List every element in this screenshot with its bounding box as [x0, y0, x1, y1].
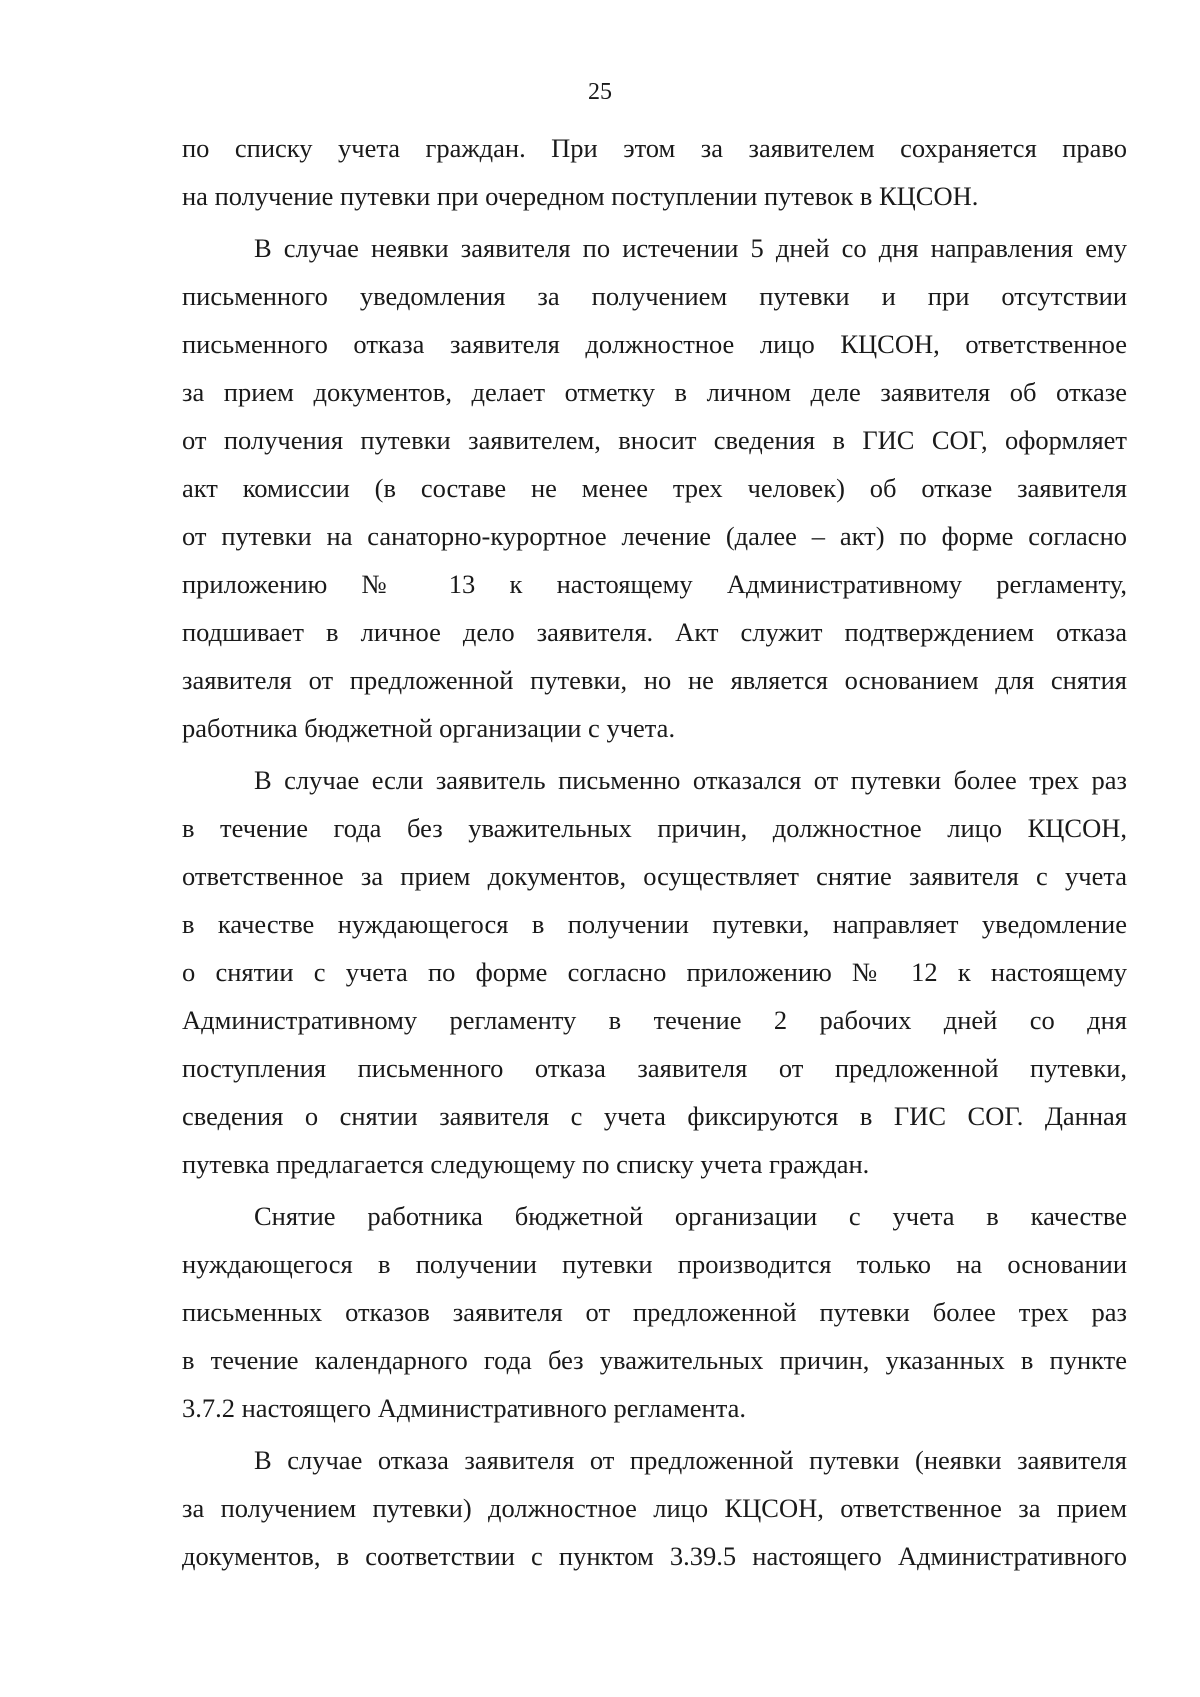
text-line: ответственное за прием документов, осуществляет снятие заявителя с учета [182, 861, 1127, 891]
page-number: 25 [588, 79, 612, 105]
text-line: в течение года без уважительных причин, должностное лицо КЦСОН, [182, 813, 1127, 843]
text-line: от путевки на санаторно-курортное лечение (далее – акт) по форме согласно [182, 521, 1127, 551]
text-line: на получение путевки при очередном поступлении путевок в КЦСОН. [182, 181, 979, 211]
text-line: письменных отказов заявителя от предложенной путевки более трех раз [182, 1297, 1127, 1327]
text-line: 3.7.2 настоящего Административного регламента. [182, 1393, 746, 1423]
text-line: путевка предлагается следующему по списку учета граждан. [182, 1149, 870, 1179]
text-line: приложению № 13 к настоящему Административному регламенту, [182, 569, 1127, 599]
paragraph-4 [182, 1192, 1127, 1432]
text-line: В случае неявки заявителя по истечении 5 дней со дня направления ему [254, 233, 1127, 263]
text-line: сведения о снятии заявителя с учета фиксируются в ГИС СОГ. Данная [182, 1101, 1127, 1131]
text-line: письменного отказа заявителя должностное лицо КЦСОН, ответственное [182, 329, 1127, 359]
text-line: нуждающегося в получении путевки производится только на основании [182, 1249, 1127, 1279]
paragraph-5 [182, 1436, 1127, 1580]
text-line: документов, в соответствии с пунктом 3.39.5 настоящего Административного [182, 1541, 1127, 1571]
text-line: о снятии с учета по форме согласно приложению № 12 к настоящему [182, 957, 1127, 987]
text-line: поступления письменного отказа заявителя от предложенной путевки, [182, 1053, 1127, 1083]
text-line: заявителя от предложенной путевки, но не является основанием для снятия [182, 665, 1127, 695]
text-line: за получением путевки) должностное лицо КЦСОН, ответственное за прием [182, 1493, 1127, 1523]
text-line: за прием документов, делает отметку в личном деле заявителя об отказе [182, 377, 1127, 407]
text-line: работника бюджетной организации с учета. [182, 713, 676, 743]
text-line: Административному регламенту в течение 2 рабочих дней со дня [182, 1005, 1127, 1035]
text-line: Снятие работника бюджетной организации с учета в качестве [254, 1201, 1127, 1231]
text-line: в качестве нуждающегося в получении путевки, направляет уведомление [182, 909, 1127, 939]
text-line: в течение календарного года без уважительных причин, указанных в пункте [182, 1345, 1127, 1375]
text-line: акт комиссии (в составе не менее трех человек) об отказе заявителя [182, 473, 1127, 503]
paragraph-1 [182, 124, 1127, 220]
paragraph-3 [182, 756, 1127, 1188]
paragraph-2 [182, 224, 1127, 752]
text-line: подшивает в личное дело заявителя. Акт служит подтверждением отказа [182, 617, 1127, 647]
text-line: письменного уведомления за получением путевки и при отсутствии [182, 281, 1127, 311]
text-line: от получения путевки заявителем, вносит сведения в ГИС СОГ, оформляет [182, 425, 1127, 455]
document-body [182, 124, 1127, 1584]
text-line: по списку учета граждан. При этом за заявителем сохраняется право [182, 133, 1127, 163]
text-line: В случае если заявитель письменно отказался от путевки более трех раз [254, 765, 1127, 795]
text-line: В случае отказа заявителя от предложенной путевки (неявки заявителя [254, 1445, 1127, 1475]
